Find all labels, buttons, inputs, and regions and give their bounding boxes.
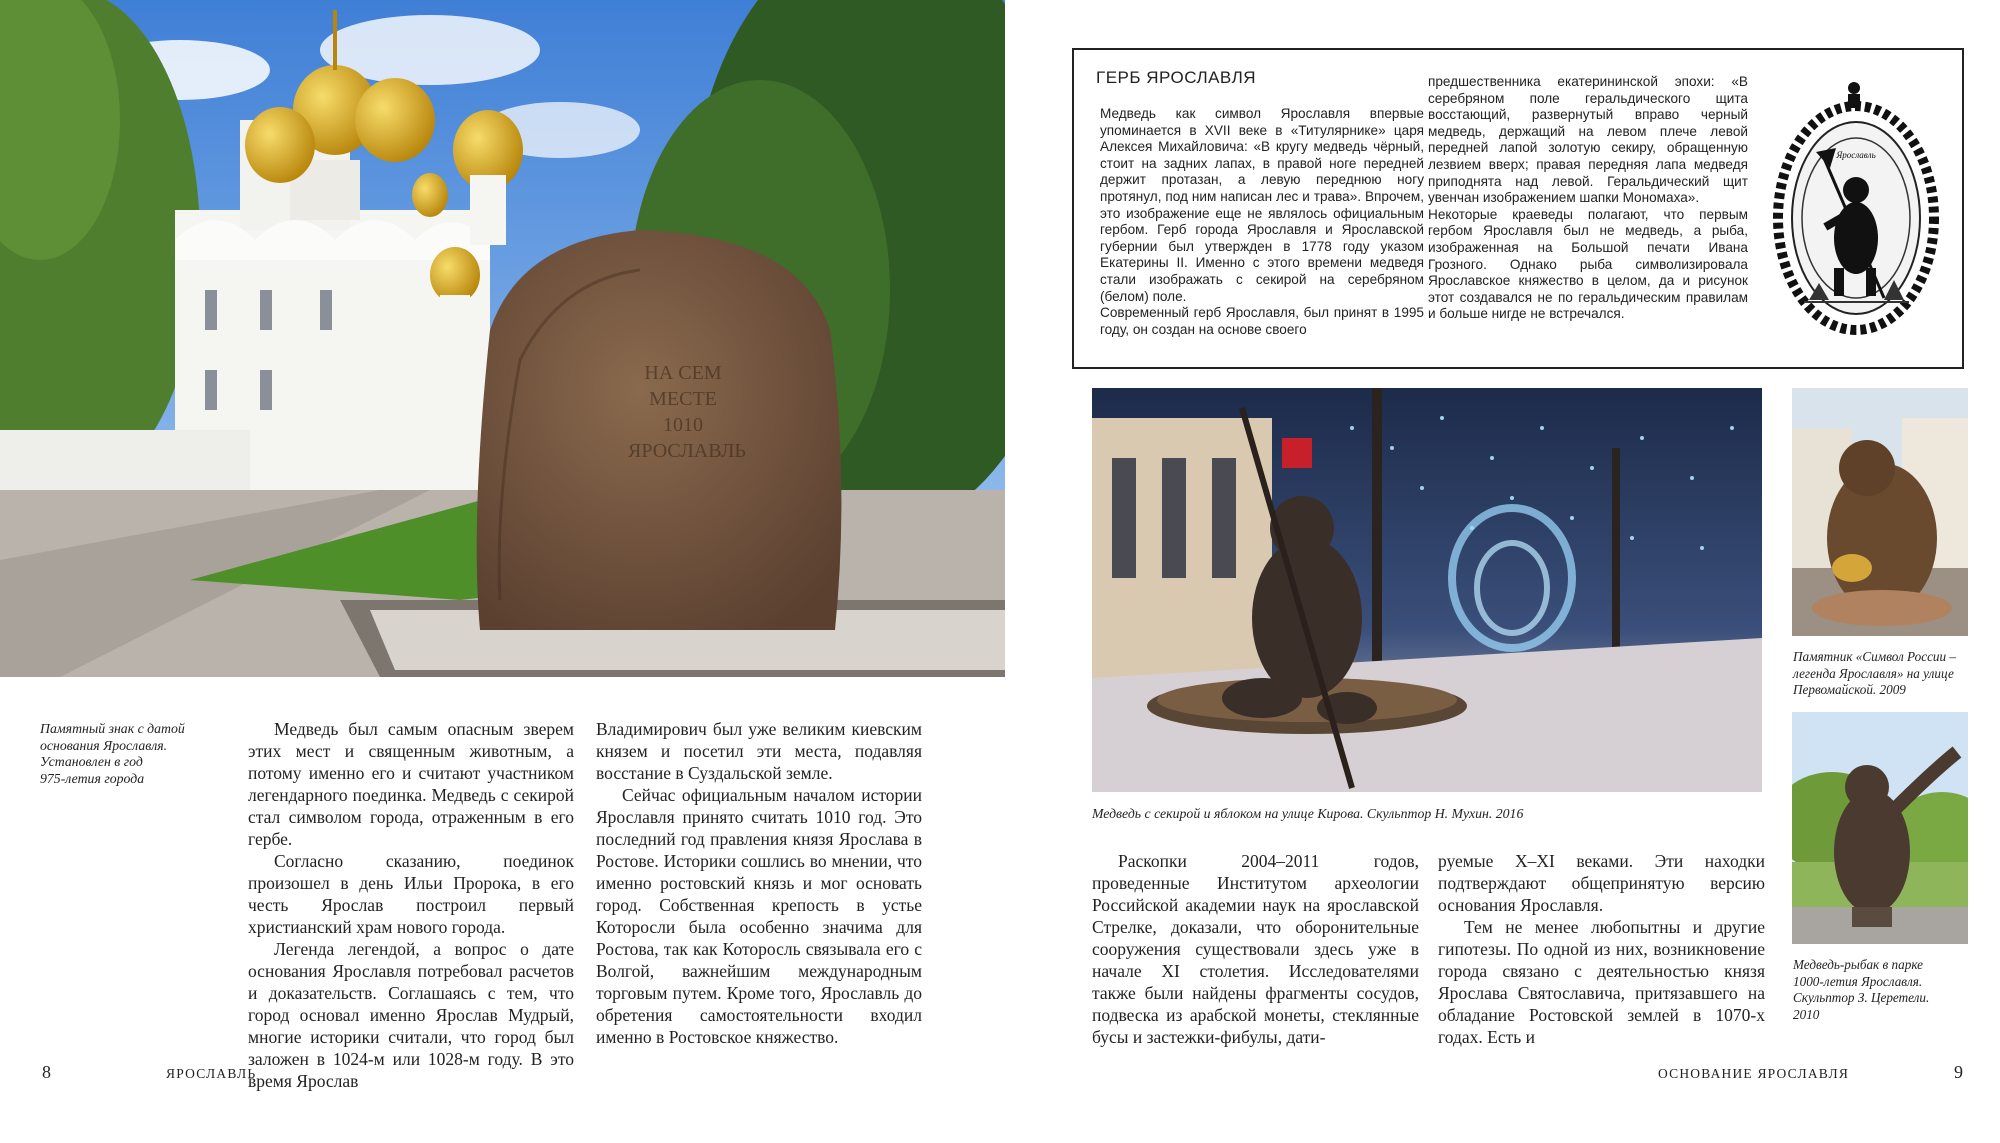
caption-line: легенда Ярославля» на улице (1793, 665, 1954, 681)
paragraph: Сейчас официальным началом истории Ярославля принято считать 1010 год. Это последний год правления князя Ярослава в Ростове. Историки сошлись во мнении, что именно ростовский князь и мог основать город. Собственная крепость в устье Которосли была особенно значима для Ростова, так как Которосль связывала его с Волгой, важнейшим международным торговым путем. Кроме того, Ярославль до обретения самостоятельности входил именно в Ростовское княжество. (596, 785, 922, 1047)
bear-kirova-street-photo (1092, 388, 1762, 792)
bear-fisher-caption (1793, 957, 1993, 1023)
paragraph: руемые X–XI веками. Эти находки подтверждают общепринятую версию основания Ярославля. (1438, 851, 1765, 915)
caption-line: Скульптор З. Церетели. (1793, 990, 1930, 1005)
paragraph: Некоторые краеведы полагают, что первым гербом Ярославля был не медведь, а рыба, изображенная на Большой печати Ивана Грозного. Однако рыба символизировала Ярославское княжество в целом, да и рисунок этот создавался не по геральдическим правилам и больше нигде не встречался. (1428, 206, 1748, 322)
symbol-of-russia-photo (1792, 388, 1968, 636)
stone-inscription: НА СЕМ МЕСТЕ 1010 ЯРОСЛАВЛЬ (628, 362, 746, 462)
caption-line: Памятник «Символ России – (1793, 649, 1957, 664)
paragraph: Согласно сказанию, поединок произошел в день Ильи Пророка, в его честь Ярослав построил первый христианский храм нового города. (248, 851, 574, 937)
paragraph: Раскопки 2004–2011 годов, проведенные Институтом археологии Российской академии наук на ярославской Стрелке, доказали, что оборонительные сооружения существовали здесь уже в начале XI столетия. Исследователями также были найдены фрагменты сосудов, подвеска из арабской монеты, стеклянные бусы и застежки-фибулы, дати- (1092, 851, 1419, 1047)
coat-box-title: ГЕРБ ЯРОСЛАВЛЯ (1096, 68, 1257, 87)
caption-line: 975-летия города (40, 770, 145, 786)
coat-box-column-1 (1100, 106, 1424, 338)
emblem-label: Ярославль (1836, 150, 1876, 160)
paragraph: предшественника екатерининской эпохи: «В серебряном поле геральдического щита восстающий, развернутый вправо черный медведь, держащий на левом плече левой передней лапой золотую секиру, обращенную лезвием вверх; правая передняя лапа медведя приподнята над левой. Геральдический щит увенчан изображением шапки Мономаха». (1428, 74, 1748, 206)
right-body-column-2 (1438, 850, 1765, 1048)
paragraph: Медведь был самым опасным зверем этих мест и священным животным, а потому именно его и считают участником легендарного поединка. Медведь с секирой стал символом города, отраженным в его гербе. (248, 719, 574, 849)
caption-line: 2010 (1793, 1006, 1820, 1022)
coat-box-column-2 (1428, 74, 1748, 323)
coat-of-arms-emblem (1764, 68, 1954, 358)
running-head-right: ОСНОВАНИЕ ЯРОСЛАВЛЯ (1658, 1066, 1850, 1081)
left-body-column-1 (248, 718, 574, 1092)
symbol-of-russia-caption (1793, 649, 1993, 699)
left-body-column-2 (596, 718, 922, 1048)
paragraph: Владимирович был уже великим киевским князем и посетил эти места, подавляя восстание в Суздальской земле. (596, 719, 922, 783)
cathedral-stone-photo (0, 0, 1005, 677)
right-body-column-1 (1092, 850, 1419, 1048)
paragraph: Легенда легендой, а вопрос о дате основания Ярославля потребовал расчетов и доказательств. Соглашаясь с тем, что город основал именно Ярослав Мудрый, многие историки считали, что город был заложен в 1024-м или 1028-м году. В это время Ярослав (248, 939, 574, 1091)
paragraph: Тем не менее любопытны и другие гипотезы. По одной из них, возникновение города связано с деятельностью князя Ярослава Святославича, притязавшего на обладание Ростовской землей в 1070-х годах. Есть и (1438, 917, 1765, 1047)
caption-line: Установлен в год (40, 754, 143, 769)
paragraph: Современный герб Ярославля, был принят в 1995 году, он создан на основе своего (1100, 305, 1424, 337)
page-number-right: 9 (1954, 1062, 1963, 1082)
bear-kirova-caption: Медведь с секирой и яблоком на улице Кирова. Скульптор Н. Мухин. 2016 (1092, 806, 1524, 821)
caption-line: Медведь-рыбак в парке (1793, 957, 1924, 972)
caption-line: Первомайской. 2009 (1793, 682, 1906, 697)
caption-line: Памятный знак с датой (40, 721, 185, 736)
page-number-left: 8 (42, 1062, 51, 1082)
caption-line: основания Ярославля. (40, 737, 168, 753)
running-head-left: ЯРОСЛАВЛЬ (166, 1066, 257, 1081)
bear-fisher-photo (1792, 712, 1968, 944)
coat-of-arms-box (1072, 48, 1964, 369)
caption-line: 1000-летия Ярославля. (1793, 973, 1923, 989)
paragraph: Медведь как символ Ярославля впервые упоминается в XVII веке в «Титулярнике» царя Алексея Михайловича: «В кругу медведь чёрный, стоит на задних лапах, в правой ноге передней держит протазан, а левую переднюю ногу протянул, под ним написан лес и трава». Впрочем, это изображение еще не являлось официальным гербом. Герб города Ярославля и Ярославской губернии был утвержден в 1778 году указом Екатерины II. Именно с этого времени медведя стали изображать с секирой на серебряном (белом) поле. (1100, 106, 1424, 304)
stone-photo-caption (40, 721, 240, 787)
